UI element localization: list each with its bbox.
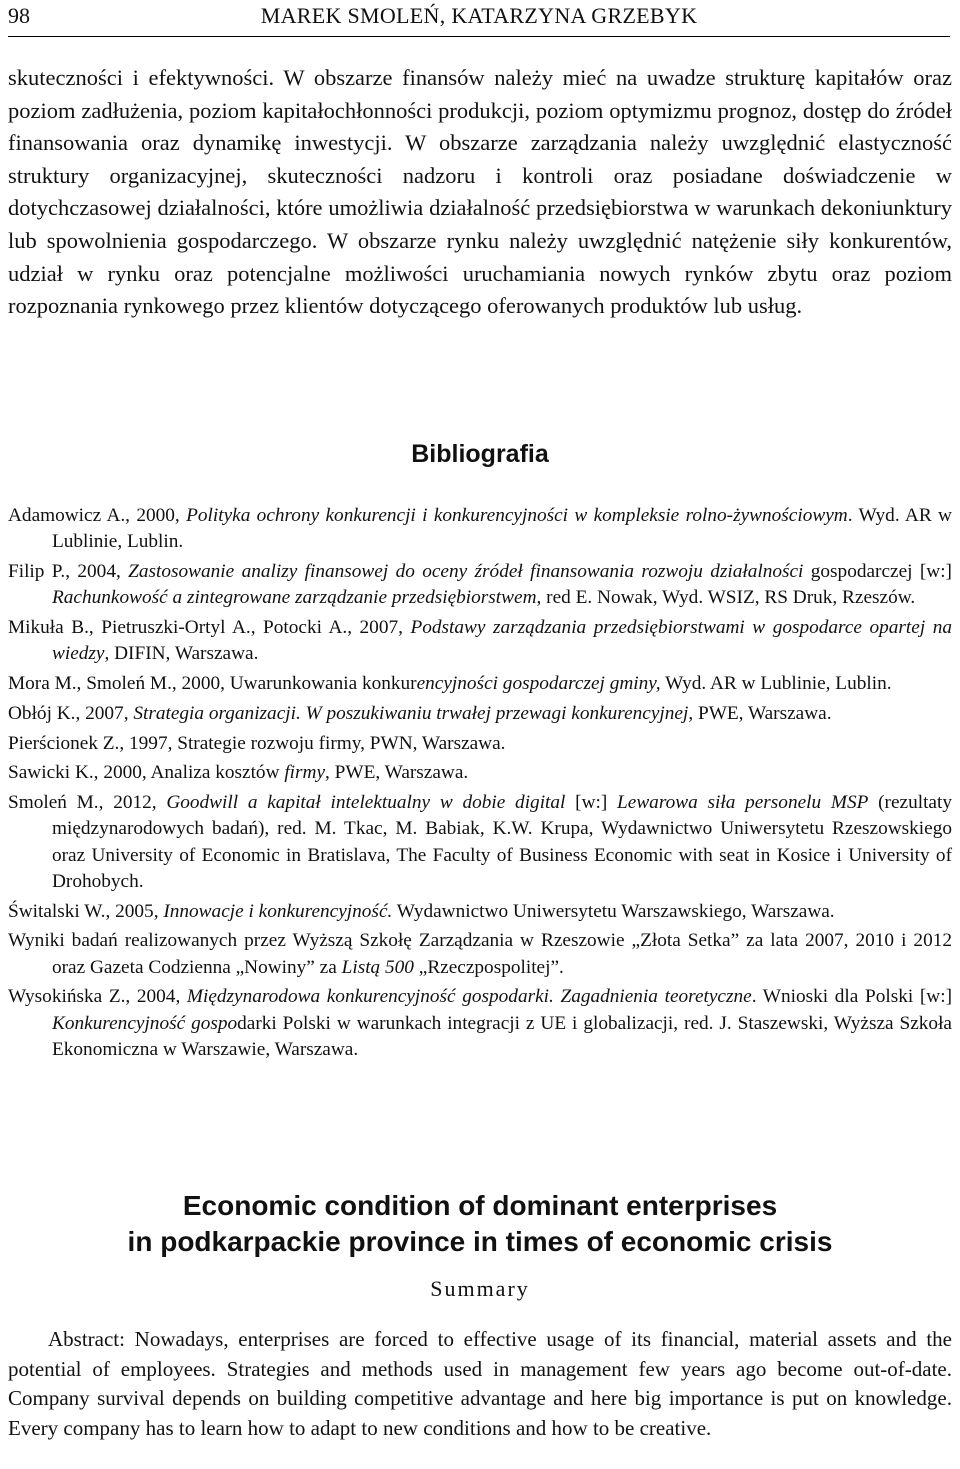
- bibliography-list: [8, 503, 952, 1067]
- bibliography-entry: Mora M., Smoleń M., 2000, Uwarunkowania konkurencyjności gospodarczej gminy, Wyd. AR w Lublinie, Lublin.: [8, 673, 892, 694]
- bibliography-entry: Pierścionek Z., 1997, Strategie rozwoju firmy, PWN, Warszawa.: [8, 732, 506, 754]
- bibliography-heading: Bibliografia: [411, 440, 549, 468]
- bibliography-entry: Wyniki badań realizowanych przez Wyższą Szkołę Zarządzania w Rzeszowie „Złota Setka” za lata 2007, 2010 i 2012 oraz Gazeta Codzienna „Nowiny” za Listą 500 „Rzeczpospolitej”.: [8, 930, 952, 978]
- bibliography-entry: Filip P., 2004, Zastosowanie analizy finansowej do oceny źródeł finansowania rozwoju działalności gospodarczej [w:] Rachunkowość a zintegrowane zarządzanie przedsiębiorstwem, red E. Nowak, Wyd. WSIZ, RS Druk, Rzeszów.: [8, 561, 952, 609]
- summary-heading: Summary: [430, 1276, 530, 1301]
- abstract-paragraph: Abstract: Nowadays, enterprises are forced to effective usage of its financial, material assets and the potential of employees. Strategies and methods used in management few years ago become out-of-date. Company survival depends on building competitive advantage and here big importance is put on knowledge. Every company has to learn how to adapt to new conditions and how to be creative.: [8, 1327, 952, 1440]
- english-title-line-1: Economic condition of dominant enterprises: [182, 1190, 778, 1221]
- page-number: 98: [8, 3, 30, 28]
- running-header-authors: MAREK SMOLEŃ, KATARZYNA GRZEBYK: [260, 3, 698, 28]
- bibliography-entry: Sawicki K., 2000, Analiza kosztów firmy, PWE, Warszawa.: [8, 762, 469, 784]
- bibliography-entry: Obłój K., 2007, Strategia organizacji. W poszukiwaniu trwałej przewagi konkurencyjnej, PWE, Warszawa.: [8, 702, 832, 724]
- bibliography-entry: Mikuła B., Pietruszki-Ortyl A., Potocki A., 2007, Podstawy zarządzania przedsiębiorstwami w gospodarce opartej na wiedzy, DIFIN, Warszawa.: [8, 617, 952, 665]
- bibliography-entry: Adamowicz A., 2000, Polityka ochrony konkurencji i konkurencyjności w kompleksie rolno-żywnościowym. Wyd. AR w Lublinie, Lublin.: [8, 505, 952, 553]
- bibliography-entry: Wysokińska Z., 2004, Międzynarodowa konkurencyjność gospodarki. Zagadnienia teoretyczne. Wnioski dla Polski [w:] Konkurencyjność gospodarki Polski w warunkach integracji z UE i globalizacji, red. J. Staszewski, Wyższa Szkoła Ekonomiczna w Warszawie, Warszawa.: [8, 986, 952, 1060]
- body-paragraph: skuteczności i efektywności. W obszarze finansów należy mieć na uwadze strukturę kapitałów oraz poziom zadłużenia, poziom kapitałochłonności produkcji, poziom optymizmu prognoz, dostęp do źródeł finansowania oraz dynamikę inwestycji. W obszarze zarządzania należy uwzględnić elastyczność struktury organizacyjnej, skuteczności nadzoru i kontroli oraz posiadane doświadczenie w dotychczasowej działalności, które umożliwia działalność przedsiębiorstwa w warunkach dekoniunktury lub spowolnienia gospodarczego. W obszarze rynku należy uwzględnić natężenie siły konkurentów, udział w rynku oraz potencjalne możliwości uruchamiania nowych rynków zbytu oraz poziom rozpoznania rynkowego przez klientów dotyczącego oferowanych produktów lub usług.: [8, 65, 952, 319]
- bibliography-entry: Smoleń M., 2012, Goodwill a kapitał intelektualny w dobie digital [w:] Lewarowa siła personelu MSP (rezultaty międzynarodowych badań), red. M. Tkac, M. Babiak, K.W. Krupa, Wydawnictwo Uniwersytetu Rzeszowskiego oraz University of Economic in Bratislava, The Faculty of Business Economic with seat in Kosice i University of Drohobych.: [8, 792, 952, 892]
- running-header: [8, 0, 950, 37]
- bibliography-entry: Świtalski W., 2005, Innowacje i konkurencyjność. Wydawnictwo Uniwersytetu Warszawskiego, Warszawa.: [8, 900, 835, 922]
- english-title-line-2: in podkarpackie province in times of economic crisis: [127, 1226, 833, 1257]
- english-title: [0, 1188, 960, 1260]
